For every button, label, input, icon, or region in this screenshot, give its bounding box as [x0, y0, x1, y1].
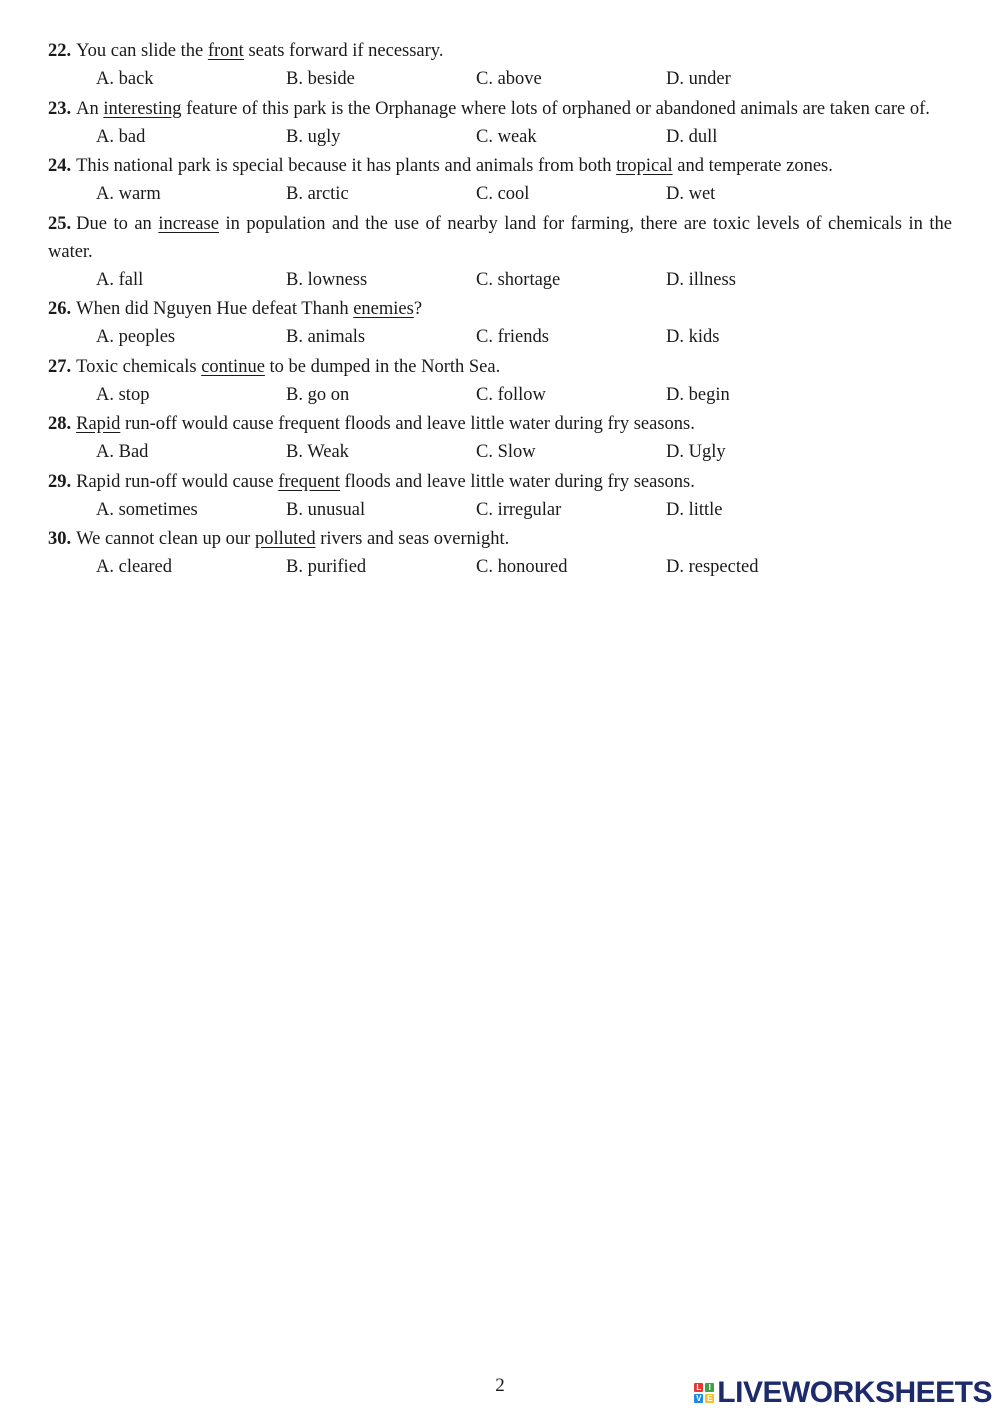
question-28: [48, 410, 952, 438]
question-text-after: in population and the use of nearby land for farming, there are toxic levels of chemicals in the water.: [48, 213, 952, 262]
question-text-before: Due to an: [76, 213, 159, 234]
logo-letter-l: L: [694, 1383, 703, 1392]
answer-options: [48, 553, 952, 583]
answer-option-c[interactable]: C. above: [476, 69, 542, 89]
question-number: 30.: [48, 529, 72, 549]
answer-option-d[interactable]: D. begin: [666, 384, 730, 405]
question-text-before: This national park is special because it has plants and animals from both: [76, 156, 617, 176]
underlined-keyword: Rapid: [76, 414, 121, 434]
answer-option-b[interactable]: B. purified: [286, 557, 367, 577]
page-number: 2: [495, 1375, 505, 1396]
answer-option-c[interactable]: C. honoured: [476, 557, 568, 577]
liveworksheets-brand[interactable]: [694, 1376, 992, 1410]
question-number: 25.: [48, 213, 72, 234]
question-25: [48, 210, 952, 266]
question-text-after: ?: [413, 299, 423, 319]
underlined-keyword: continue: [201, 356, 265, 377]
question-29: [48, 468, 952, 496]
answer-options: [48, 496, 952, 526]
question-text-after: and temperate zones.: [672, 156, 833, 176]
answer-option-d[interactable]: D. little: [666, 499, 723, 520]
answer-option-a[interactable]: A. cleared: [96, 557, 173, 577]
question-text-before: We cannot clean up our: [76, 529, 255, 549]
answer-option-d[interactable]: D. kids: [666, 327, 720, 347]
worksheet-page: [48, 37, 952, 583]
answer-option-c[interactable]: C. weak: [476, 126, 537, 147]
question-number: 22.: [48, 41, 72, 61]
answer-option-d[interactable]: D. wet: [666, 184, 716, 204]
logo-letter-e: E: [707, 1394, 713, 1403]
answer-option-a[interactable]: A. sometimes: [96, 499, 198, 520]
question-text-after: floods and leave little water during fry seasons.: [339, 471, 695, 492]
question-26: [48, 295, 952, 323]
answer-option-c[interactable]: C. cool: [476, 184, 530, 204]
question-text-after: run-off would cause frequent floods and leave little water during fry seasons.: [120, 414, 695, 434]
question-30: [48, 525, 952, 553]
question-text-before: Toxic chemicals: [76, 356, 202, 377]
question-number: 27.: [48, 356, 72, 377]
answer-option-d[interactable]: D. Ugly: [666, 442, 726, 462]
underlined-keyword: polluted: [254, 529, 316, 549]
underlined-keyword: enemies: [353, 299, 414, 319]
answer-option-c[interactable]: C. irregular: [476, 499, 562, 520]
answer-option-b[interactable]: B. arctic: [286, 184, 349, 204]
answer-options: [48, 323, 952, 353]
question-22: [48, 37, 952, 65]
answer-option-a[interactable]: A. Bad: [96, 442, 149, 462]
question-text-after: feature of this park is the Orphanage where lots of orphaned or abandoned animals are taken care of.: [181, 98, 930, 119]
question-text-after: to be dumped in the North Sea.: [264, 356, 501, 377]
answer-options: [48, 266, 952, 296]
answer-option-d[interactable]: D. respected: [666, 557, 759, 577]
logo-letter-i: I: [705, 1383, 714, 1392]
answer-option-a[interactable]: A. stop: [96, 384, 150, 405]
answer-option-c[interactable]: C. follow: [476, 384, 546, 405]
answer-option-c[interactable]: C. friends: [476, 327, 549, 347]
answer-option-b[interactable]: B. beside: [286, 69, 355, 89]
question-number: 23.: [48, 98, 72, 119]
question-number: 29.: [48, 471, 72, 492]
answer-options: [48, 123, 952, 153]
answer-option-a[interactable]: A. bad: [96, 126, 146, 147]
answer-option-d[interactable]: D. dull: [666, 126, 718, 147]
answer-options: [48, 65, 952, 95]
question-24: [48, 152, 952, 180]
answer-option-a[interactable]: A. warm: [96, 184, 161, 204]
answer-options: [48, 180, 952, 210]
liveworksheets-logo-icon: [694, 1383, 714, 1403]
underlined-keyword: tropical: [616, 156, 673, 176]
answer-option-b[interactable]: B. unusual: [286, 499, 366, 520]
answer-option-b[interactable]: B. go on: [286, 384, 350, 405]
logo-letter-v: V: [696, 1394, 702, 1403]
brand-text: LIVEWORKSHEETS: [717, 1376, 992, 1409]
question-number: 24.: [48, 156, 72, 176]
answer-option-d[interactable]: D. under: [666, 69, 731, 89]
question-text-before: You can slide the: [76, 41, 208, 61]
answer-options: [48, 438, 952, 468]
question-text-before: An: [76, 98, 104, 119]
question-23: [48, 95, 952, 123]
question-number: 26.: [48, 299, 72, 319]
question-number: 28.: [48, 414, 72, 434]
answer-option-c[interactable]: C. shortage: [476, 269, 561, 290]
question-list: [48, 37, 952, 583]
answer-option-b[interactable]: B. lowness: [286, 269, 368, 290]
answer-option-b[interactable]: B. Weak: [286, 442, 349, 462]
underlined-keyword: increase: [158, 213, 219, 234]
answer-option-c[interactable]: C. Slow: [476, 442, 536, 462]
answer-option-d[interactable]: D. illness: [666, 269, 736, 290]
question-text-before: Rapid run-off would cause: [76, 471, 279, 492]
answer-option-a[interactable]: A. back: [96, 69, 154, 89]
underlined-keyword: front: [207, 41, 244, 61]
answer-option-a[interactable]: A. fall: [96, 269, 144, 290]
underlined-keyword: frequent: [278, 471, 340, 492]
answer-option-a[interactable]: A. peoples: [96, 327, 176, 347]
answer-option-b[interactable]: B. ugly: [286, 126, 341, 147]
question-text-after: seats forward if necessary.: [243, 41, 444, 61]
answer-options: [48, 381, 952, 411]
question-text-after: rivers and seas overnight.: [315, 529, 510, 549]
answer-option-b[interactable]: B. animals: [286, 327, 366, 347]
question-text-before: When did Nguyen Hue defeat Thanh: [76, 299, 354, 319]
question-27: [48, 353, 952, 381]
underlined-keyword: interesting: [103, 98, 182, 119]
